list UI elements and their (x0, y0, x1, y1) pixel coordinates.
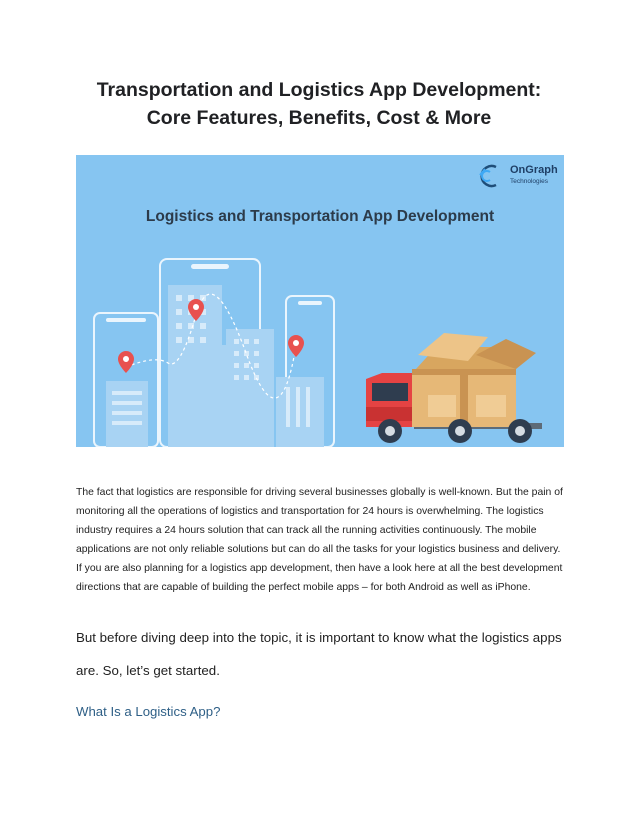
document-title-line-2: Core Features, Benefits, Cost & More (146, 107, 492, 129)
document-title-line-1: Transportation and Logistics App Development: (96, 79, 542, 101)
document-title (60, 76, 578, 132)
truck-wheel (508, 419, 532, 443)
truck-wheel (378, 419, 402, 443)
intro-paragraph: The fact that logistics are responsible for driving several businesses globally is well-known. But the pain of monitoring all the operations of logistics and transportation for 24 hours is overwhelming. The logistics industry requires a 24 hours solution that can track all the running activities continuously. The mobile applications are not only reliable solutions but can do all the tasks for your logistics business and delivery. If you are also planning for a logistics app development, then have a look here at all the best development directions that are capable of building the perfect mobile apps – for both Android as well as iPhone. (76, 487, 563, 593)
ongraph-logo-icon (480, 166, 496, 186)
cargo-box-icon (412, 333, 536, 427)
truck-wheel (448, 419, 472, 443)
logo-name: OnGraph (510, 164, 558, 176)
hero-banner-image (76, 155, 564, 447)
map-pin-icon (118, 351, 134, 373)
lead-paragraph: But before diving deep into the topic, it is important to know what the logistics apps are. So, let’s get started. (76, 630, 562, 678)
logo-tagline: Technologies (510, 178, 548, 185)
section-heading: What Is a Logistics App? (76, 704, 221, 719)
map-pin-icon (288, 335, 304, 357)
banner-title: Logistics and Transportation App Development (145, 208, 495, 225)
